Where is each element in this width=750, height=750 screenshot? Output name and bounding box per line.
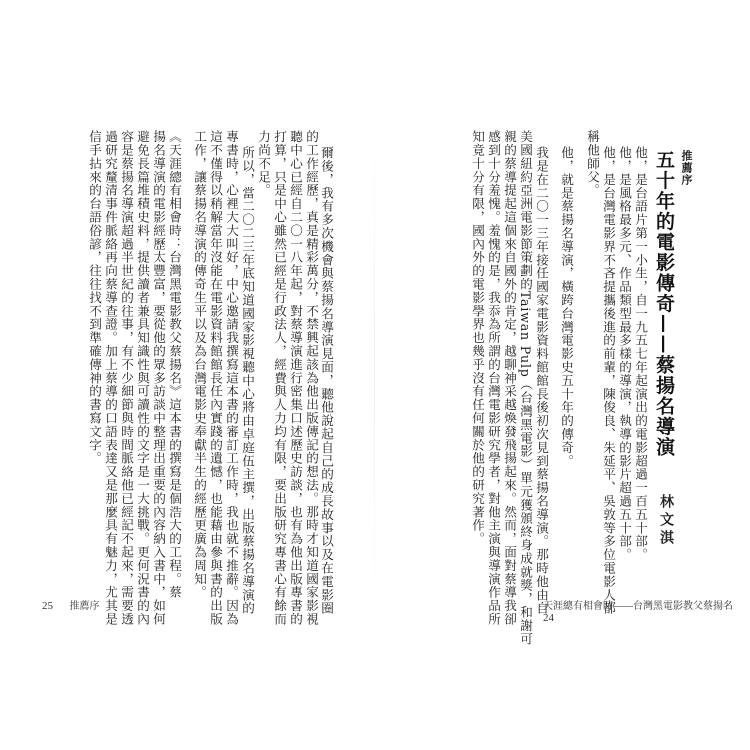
page-number: 25 xyxy=(42,600,53,612)
running-header-section: 推薦序 xyxy=(69,601,100,612)
left-column-8: 這不僅得以稍解當年沒能在電影資料館館長任內實踐的遺憾，也能藉由參與書的出版 xyxy=(208,130,223,626)
right-column-9: 感到十分羞愧。羞愧的是，我忝為所謂的台灣電影研究學者，對他主演與導演作品所 xyxy=(486,130,501,626)
left-column-4: 打算，只是中心雖然已經是行政法人，經費與人力均有限，要出版研究專書心有餘而 xyxy=(272,130,287,626)
left-column-2: 的工作經歷，真是精彩萬分，不禁興起該為他出版傳記的想法。那時才知道國家影視 xyxy=(304,130,319,626)
right-column-6: 我是在二〇一三年接任國家電影資料館館長後初次見到蔡揚名導演。那時他由自 xyxy=(534,146,549,615)
right-column-8: 親的蔡導提起這個來自國外的肯定，越聊神采越煥發飛揚起來。然而，面對蔡導我卻 xyxy=(502,130,517,626)
left-column-9: 工作，讓蔡揚名導演的傳奇生平以及為台灣電影史奉獻半生的經歷更廣為周知。 xyxy=(192,130,207,599)
left-column-3: 聽中心已經自二〇一八年起，對蔡導演進行密集口述歷史訪談，也有為他出版專書的 xyxy=(288,130,303,626)
left-page-footer xyxy=(42,597,100,612)
right-column-7: 美國紐約亞洲電影節策劃的Taiwan Pulp（台灣黑電影）單元獲頒終身成就獎，和謝可 xyxy=(518,130,533,646)
left-column-1: 爾後，我有多次機會與蔡揚名導演見面，聽他說起自己的成長故事以及在電影圈 xyxy=(319,146,334,615)
left-column-6: 所以，當二〇二三年底知道國家影視聽中心將由卓庭伍主撰，出版蔡揚名導演的 xyxy=(240,146,255,615)
left-column-14: 過研究釐清事件脈絡再向蔡導查證。加上蔡導的口語表達又是那麼具有魅力，尤其是 xyxy=(103,130,118,626)
right-column-4: 稱他師父。 xyxy=(585,130,600,197)
running-header-title: 天涯總有相會時——台灣黑電影教父蔡揚名 xyxy=(543,601,733,612)
left-column-5: 力尚不足。 xyxy=(256,130,271,197)
page-number: 24 xyxy=(543,612,554,624)
left-column-12: 避免長篇堆積史料，提供讀者兼具知識性與可讀性的文字是一大挑戰。更何況書的內 xyxy=(135,130,150,626)
left-column-13: 容是蔡揚名導演超過半世紀的往事，有不少細節與時間脈絡他已經記不起來，需要透 xyxy=(119,130,134,626)
author-name: 林文淇 xyxy=(658,494,674,548)
left-column-10: 《天涯總有相會時：台灣黑電影教父蔡揚名》這本書的撰寫是個浩大的工程。蔡 xyxy=(167,130,182,599)
section-label: 推薦序 xyxy=(680,150,693,186)
right-column-5: 他，就是蔡揚名導演，橫跨台灣電影史五十年的傳奇。 xyxy=(559,146,574,468)
left-column-11: 揚名導演的電影經歷太豐富，要從他的眾多訪談中整理出重要的內容納入書中，如何 xyxy=(151,130,166,626)
right-page xyxy=(375,0,750,750)
left-column-15: 信手拈來的台語俗諺，往往找不到準確傳神的書寫文字。 xyxy=(87,130,102,465)
essay-title: 五十年的電影傳奇——蔡揚名導演 xyxy=(653,150,675,458)
left-column-7: 專書時，心裡大大叫好，中心邀請我撰寫這本書的審訂工作時，我也就不推辭。因為 xyxy=(224,130,239,626)
right-column-3: 他，是台灣電影界不吝提攜後進的前輩，陳俊良、朱延平、吳敦等多位電影人都 xyxy=(601,146,616,615)
right-column-2: 他，是風格最多元、作品類型最多樣的導演，執導的影片超過五十部。 xyxy=(617,146,632,562)
right-page-footer xyxy=(543,597,750,624)
right-column-1: 他，是台語片第一小生，自一九五七年起演出的電影超過一百五十部。 xyxy=(633,146,648,562)
right-column-10: 知竟十分有限，國內外的電影學界也幾乎沒有任何關於他的研究著作。 xyxy=(470,130,485,546)
